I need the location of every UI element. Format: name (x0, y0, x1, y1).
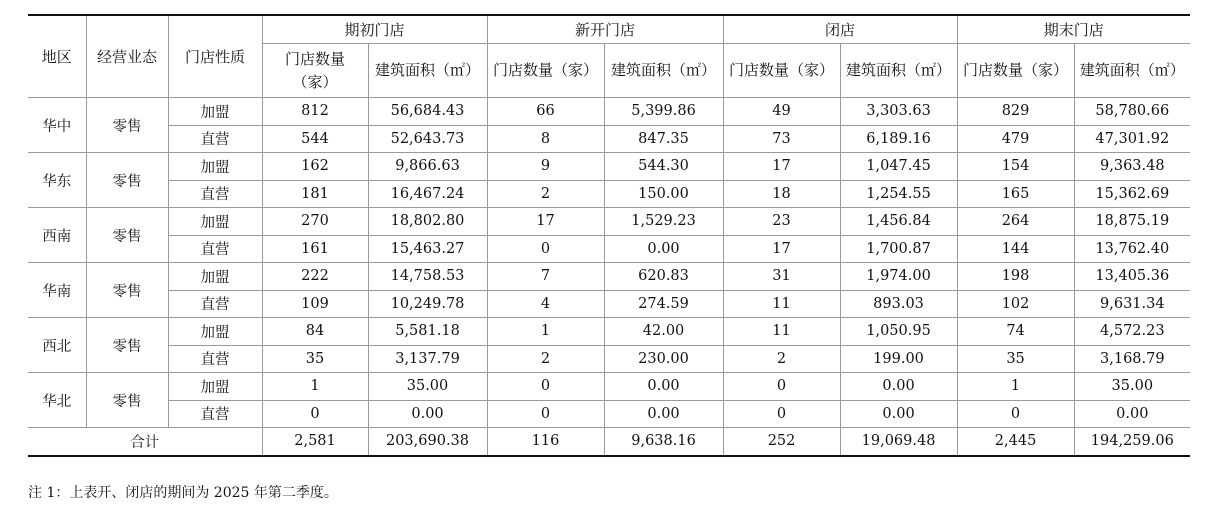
region-cell: 西南 (28, 208, 86, 263)
value-cell: 1 (487, 318, 604, 346)
value-cell: 18 (723, 180, 840, 208)
value-cell: 1,254.55 (840, 180, 957, 208)
business-cell: 零售 (86, 373, 168, 428)
table-row (28, 125, 1190, 153)
value-cell: 479 (957, 125, 1074, 153)
value-cell: 18,802.80 (368, 208, 487, 236)
value-cell: 14,758.53 (368, 263, 487, 291)
total-value-cell: 203,690.38 (368, 428, 487, 456)
total-value-cell: 19,069.48 (840, 428, 957, 456)
value-cell: 66 (487, 98, 604, 126)
value-cell: 11 (723, 290, 840, 318)
value-cell: 15,362.69 (1074, 180, 1190, 208)
footnote: 注 1：上表开、闭店的期间为 2025 年第二季度。 (28, 485, 338, 501)
table-row (28, 180, 1190, 208)
value-cell: 10,249.78 (368, 290, 487, 318)
value-cell: 35 (262, 345, 368, 373)
value-cell: 15,463.27 (368, 235, 487, 263)
value-cell: 199.00 (840, 345, 957, 373)
value-cell: 9,866.63 (368, 153, 487, 181)
header-area-opening: 建筑面积（㎡） (368, 44, 487, 98)
value-cell: 3,303.63 (840, 98, 957, 126)
value-cell: 812 (262, 98, 368, 126)
value-cell: 9,363.48 (1074, 153, 1190, 181)
total-row (28, 428, 1190, 456)
header-row-1 (28, 15, 1190, 44)
value-cell: 109 (262, 290, 368, 318)
value-cell: 7 (487, 263, 604, 291)
region-cell: 华中 (28, 98, 86, 153)
value-cell: 52,643.73 (368, 125, 487, 153)
table-row (28, 98, 1190, 126)
total-value-cell: 194,259.06 (1074, 428, 1190, 456)
value-cell: 1,700.87 (840, 235, 957, 263)
value-cell: 0.00 (840, 400, 957, 428)
value-cell: 270 (262, 208, 368, 236)
header-area-new: 建筑面积（㎡） (604, 44, 723, 98)
value-cell: 35.00 (368, 373, 487, 401)
header-count-line2: （家） (292, 72, 338, 91)
header-count-opening (262, 44, 368, 98)
value-cell: 0 (262, 400, 368, 428)
value-cell: 35 (957, 345, 1074, 373)
value-cell: 17 (723, 235, 840, 263)
value-cell: 1 (262, 373, 368, 401)
table-body (28, 98, 1190, 456)
value-cell: 13,762.40 (1074, 235, 1190, 263)
value-cell: 893.03 (840, 290, 957, 318)
header-count-line1: 门店数量 (284, 49, 345, 68)
header-group-closed: 闭店 (723, 15, 957, 44)
value-cell: 0 (957, 400, 1074, 428)
value-cell: 13,405.36 (1074, 263, 1190, 291)
store-type-cell: 直营 (168, 235, 262, 263)
business-cell: 零售 (86, 98, 168, 153)
header-count-closed: 门店数量（家） (723, 44, 840, 98)
value-cell: 49 (723, 98, 840, 126)
value-cell: 16,467.24 (368, 180, 487, 208)
total-value-cell: 116 (487, 428, 604, 456)
total-value-cell: 2,581 (262, 428, 368, 456)
total-value-cell: 2,445 (957, 428, 1074, 456)
header-area-ending: 建筑面积（㎡） (1074, 44, 1190, 98)
table-row (28, 208, 1190, 236)
table-row (28, 345, 1190, 373)
store-type-cell: 加盟 (168, 318, 262, 346)
value-cell: 144 (957, 235, 1074, 263)
value-cell: 162 (262, 153, 368, 181)
header-business: 经营业态 (86, 15, 168, 98)
value-cell: 0 (723, 373, 840, 401)
value-cell: 9 (487, 153, 604, 181)
table-row (28, 373, 1190, 401)
value-cell: 2 (723, 345, 840, 373)
value-cell: 17 (487, 208, 604, 236)
value-cell: 2 (487, 345, 604, 373)
value-cell: 5,581.18 (368, 318, 487, 346)
value-cell: 35.00 (1074, 373, 1190, 401)
store-type-cell: 直营 (168, 400, 262, 428)
store-type-cell: 直营 (168, 125, 262, 153)
value-cell: 11 (723, 318, 840, 346)
header-store-type: 门店性质 (168, 15, 262, 98)
value-cell: 847.35 (604, 125, 723, 153)
header-group-ending: 期末门店 (957, 15, 1190, 44)
value-cell: 1,456.84 (840, 208, 957, 236)
value-cell: 2 (487, 180, 604, 208)
value-cell: 8 (487, 125, 604, 153)
value-cell: 165 (957, 180, 1074, 208)
value-cell: 31 (723, 263, 840, 291)
value-cell: 4 (487, 290, 604, 318)
value-cell: 5,399.86 (604, 98, 723, 126)
total-value-cell: 9,638.16 (604, 428, 723, 456)
region-cell: 西北 (28, 318, 86, 373)
store-type-cell: 加盟 (168, 153, 262, 181)
value-cell: 0.00 (368, 400, 487, 428)
value-cell: 0.00 (1074, 400, 1190, 428)
region-cell: 华北 (28, 373, 86, 428)
table-row (28, 153, 1190, 181)
table-row (28, 235, 1190, 263)
value-cell: 161 (262, 235, 368, 263)
value-cell: 0.00 (604, 235, 723, 263)
table-row (28, 263, 1190, 291)
value-cell: 17 (723, 153, 840, 181)
value-cell: 154 (957, 153, 1074, 181)
store-type-cell: 直营 (168, 180, 262, 208)
table-row (28, 290, 1190, 318)
header-group-opening: 期初门店 (262, 15, 487, 44)
value-cell: 620.83 (604, 263, 723, 291)
value-cell: 18,875.19 (1074, 208, 1190, 236)
value-cell: 1,047.45 (840, 153, 957, 181)
value-cell: 0.00 (840, 373, 957, 401)
value-cell: 56,684.43 (368, 98, 487, 126)
value-cell: 6,189.16 (840, 125, 957, 153)
store-type-cell: 加盟 (168, 263, 262, 291)
value-cell: 544.30 (604, 153, 723, 181)
region-cell: 华东 (28, 153, 86, 208)
store-type-cell: 直营 (168, 290, 262, 318)
value-cell: 42.00 (604, 318, 723, 346)
header-group-new: 新开门店 (487, 15, 723, 44)
value-cell: 58,780.66 (1074, 98, 1190, 126)
store-type-cell: 加盟 (168, 208, 262, 236)
value-cell: 23 (723, 208, 840, 236)
total-value-cell: 252 (723, 428, 840, 456)
value-cell: 9,631.34 (1074, 290, 1190, 318)
value-cell: 3,168.79 (1074, 345, 1190, 373)
value-cell: 47,301.92 (1074, 125, 1190, 153)
value-cell: 0.00 (604, 373, 723, 401)
value-cell: 230.00 (604, 345, 723, 373)
value-cell: 274.59 (604, 290, 723, 318)
value-cell: 84 (262, 318, 368, 346)
header-region: 地区 (28, 15, 86, 98)
value-cell: 1,529.23 (604, 208, 723, 236)
table-row (28, 400, 1190, 428)
value-cell: 181 (262, 180, 368, 208)
value-cell: 1,974.00 (840, 263, 957, 291)
store-type-cell: 直营 (168, 345, 262, 373)
region-cell: 华南 (28, 263, 86, 318)
value-cell: 3,137.79 (368, 345, 487, 373)
value-cell: 264 (957, 208, 1074, 236)
value-cell: 829 (957, 98, 1074, 126)
total-label: 合计 (28, 428, 262, 456)
value-cell: 1 (957, 373, 1074, 401)
value-cell: 102 (957, 290, 1074, 318)
store-type-cell: 加盟 (168, 373, 262, 401)
value-cell: 0 (487, 373, 604, 401)
value-cell: 150.00 (604, 180, 723, 208)
table-row (28, 318, 1190, 346)
value-cell: 0 (723, 400, 840, 428)
value-cell: 4,572.23 (1074, 318, 1190, 346)
business-cell: 零售 (86, 318, 168, 373)
value-cell: 0 (487, 400, 604, 428)
value-cell: 0.00 (604, 400, 723, 428)
value-cell: 222 (262, 263, 368, 291)
value-cell: 74 (957, 318, 1074, 346)
value-cell: 0 (487, 235, 604, 263)
store-type-cell: 加盟 (168, 98, 262, 126)
value-cell: 1,050.95 (840, 318, 957, 346)
business-cell: 零售 (86, 153, 168, 208)
value-cell: 73 (723, 125, 840, 153)
business-cell: 零售 (86, 263, 168, 318)
header-count-ending: 门店数量（家） (957, 44, 1074, 98)
header-area-closed: 建筑面积（㎡） (840, 44, 957, 98)
business-cell: 零售 (86, 208, 168, 263)
value-cell: 544 (262, 125, 368, 153)
header-count-new: 门店数量（家） (487, 44, 604, 98)
store-table (28, 14, 1190, 457)
value-cell: 198 (957, 263, 1074, 291)
